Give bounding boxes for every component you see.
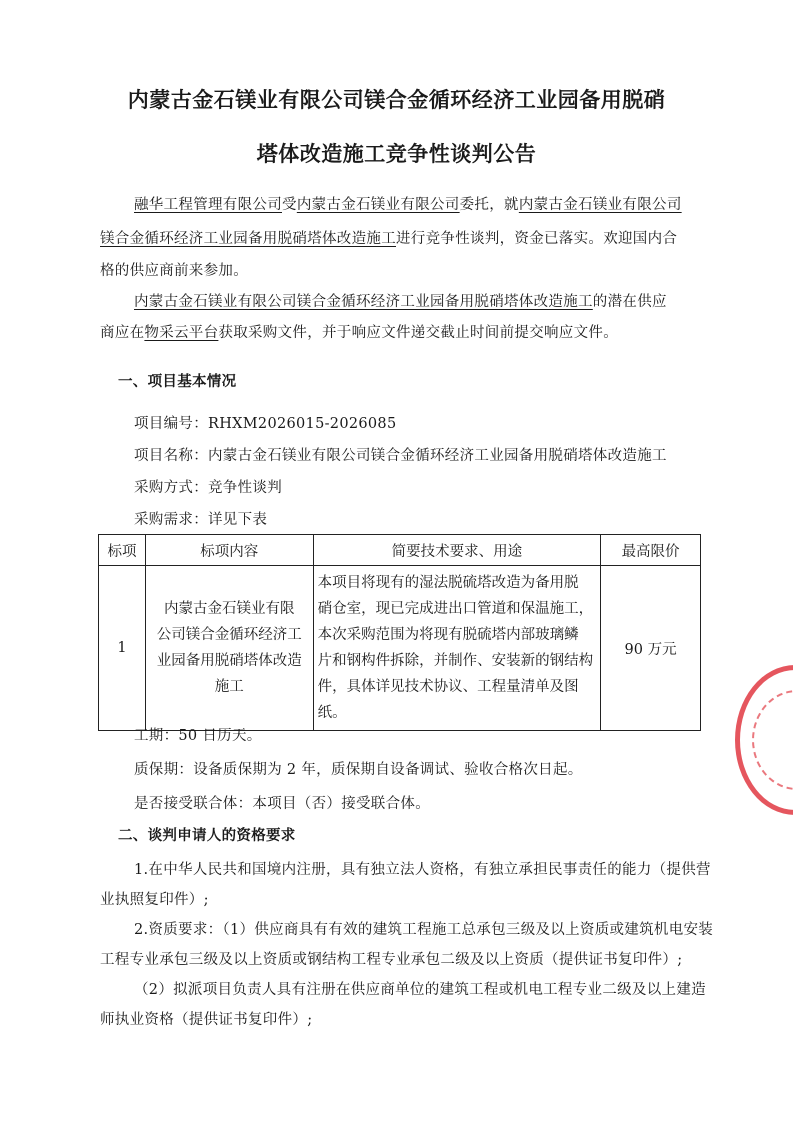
intro-text: 受 <box>282 197 297 213</box>
section1-heading: 一、项目基本情况 <box>118 373 237 390</box>
warranty: 质保期：设备质保期为 2 年，质保期自设备调试、验收合格次日起。 <box>134 762 583 778</box>
lot-content <box>145 566 313 731</box>
project-name-full: 内蒙古金石镁业有限公司镁合金循环经济工业园备用脱硝塔体改造施工 <box>134 294 593 310</box>
intro-p1-line3: 格的供应商前来参加。 <box>100 263 248 279</box>
doc-title-line1: 内蒙古金石镁业有限公司镁合金循环经济工业园备用脱硝 <box>127 88 666 112</box>
tech-line: 本项目将现有的湿法脱硫塔改造为备用脱 <box>317 575 579 591</box>
client-name: 内蒙古金石镁业有限公司 <box>296 197 460 213</box>
lot-content-line: 公司镁合金循环经济工 <box>156 627 302 643</box>
lot-content-line: 业园备用脱硝塔体改造 <box>156 653 302 669</box>
doc-title-line2: 塔体改造施工竞争性谈判公告 <box>256 142 537 166</box>
header-lot: 标项 <box>99 535 146 566</box>
qualification-1-line2: 业执照复印件）; <box>100 892 209 908</box>
tech-line: 片和钢构件拆除，并制作、安装新的钢结构 <box>317 653 594 669</box>
consortium: 是否接受联合体：本项目（否）接受联合体。 <box>134 796 430 812</box>
tech-requirements <box>313 566 601 731</box>
table-header-row <box>99 535 701 566</box>
intro-p2-line1 <box>134 290 667 311</box>
intro-text: 进行竞争性谈判，资金已落实。欢迎国内合 <box>396 231 678 247</box>
lot-content-line: 内蒙古金石镁业有限 <box>164 601 295 617</box>
intro-p2-line2 <box>100 321 618 342</box>
tech-line: 硝仓室，现已完成进出口管道和保温施工， <box>317 601 594 617</box>
procurement-demand: 采购需求：详见下表 <box>134 512 268 528</box>
agency-name: 融华工程管理有限公司 <box>134 197 282 213</box>
qualification-1-line1: 1.在中华人民共和国境内注册，具有独立法人资格，有独立承担民事责任的能力（提供营 <box>134 862 711 878</box>
project-name: 项目名称：内蒙古金石镁业有限公司镁合金循环经济工业园备用脱硝塔体改造施工 <box>134 448 667 464</box>
lot-content-line: 施工 <box>214 679 244 695</box>
table-row <box>99 566 701 731</box>
platform-name: 物采云平台 <box>144 325 219 341</box>
qualification-3-line1: （2）拟派项目负责人具有注册在供应商单位的建筑工程或机电工程专业二级及以上建造 <box>134 982 706 998</box>
tech-line: 本次采购范围为将现有脱硫塔内部玻璃鳞 <box>317 627 579 643</box>
intro-text: 获取采购文件，并于响应文件递交截止时间前提交响应文件。 <box>218 325 619 341</box>
procurement-method: 采购方式：竞争性谈判 <box>134 480 282 496</box>
section2-heading: 二、谈判申请人的资格要求 <box>118 827 296 844</box>
qualification-3-line2: 师执业资格（提供证书复印件）; <box>100 1012 313 1028</box>
duration: 工期：50 日历天。 <box>134 728 262 744</box>
lot-number: 1 <box>99 566 146 731</box>
intro-text: 的潜在供应 <box>592 294 667 310</box>
project-name-part-a: 内蒙古金石镁业有限公司 <box>518 197 682 213</box>
intro-text: 商应在 <box>100 325 145 341</box>
project-name-part-b: 镁合金循环经济工业园备用脱硝塔体改造施工 <box>100 231 396 247</box>
intro-p1-line2 <box>100 227 677 248</box>
header-tech-requirements: 简要技术要求、用途 <box>313 535 601 566</box>
header-lot-content: 标项内容 <box>145 535 313 566</box>
qualification-2-line2: 工程专业承包三级及以上资质或钢结构工程专业承包二级及以上资质（提供证书复印件）; <box>100 952 683 968</box>
procurement-table <box>98 534 701 731</box>
qualification-2-line1: 2.资质要求：（1）供应商具有有效的建筑工程施工总承包三级及以上资质或建筑机电安装 <box>134 922 714 938</box>
tech-line: 件，具体详见技术协议、工程量清单及图纸。 <box>317 679 579 721</box>
project-number: 项目编号：RHXM2026015-2026085 <box>134 416 397 432</box>
intro-p1-line1 <box>134 193 682 214</box>
header-max-price: 最高限价 <box>601 535 701 566</box>
intro-text: 委托，就 <box>459 197 519 213</box>
max-price: 90 万元 <box>601 566 701 731</box>
